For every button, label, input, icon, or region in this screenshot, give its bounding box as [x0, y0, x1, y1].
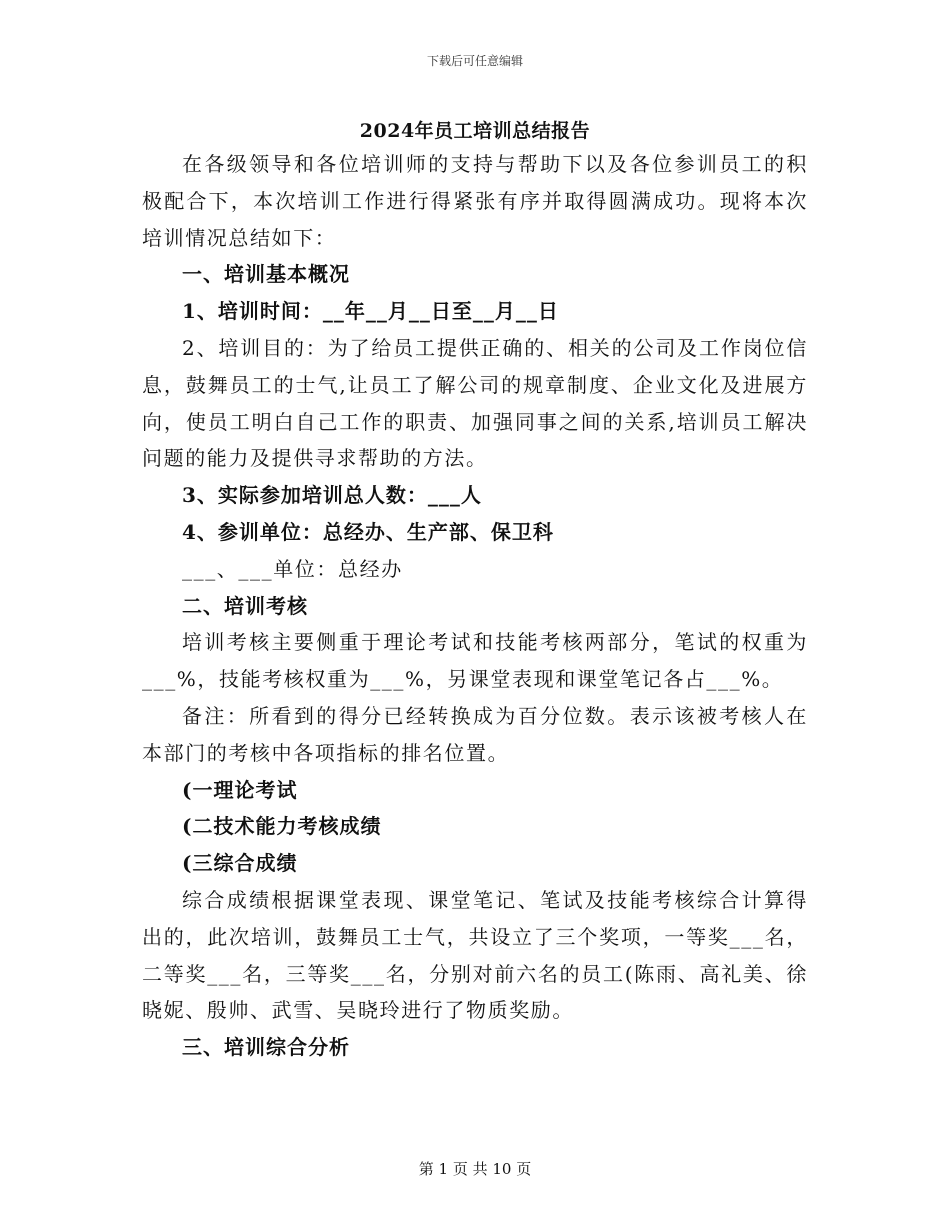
section-heading-overview: 一、培训基本概况: [182, 262, 350, 287]
item-participating-units: 4、参训单位：总经办、生产部、保卫科: [182, 519, 554, 544]
section-heading-assessment: 二、培训考核: [182, 593, 308, 618]
document-body: [142, 146, 808, 1066]
item-training-purpose: 2、培训目的：为了给员工提供正确的、相关的公司及工作岗位信息，鼓舞员工的士气,让员工了解公司的规章制度、企业文化及进展方向，使员工明白自己工作的职责、加强同事之间的关系,培训员工解决问题的能力及提供寻求帮助的方法。: [142, 335, 808, 471]
page-number: 第 1 页 共 10 页: [418, 1160, 532, 1178]
item-training-time: 1、培训时间：__年__月__日至__月__日: [182, 299, 559, 324]
subheading-overall-score: (三综合成绩: [182, 851, 298, 876]
item-units-detail: ___、___单位：总经办: [182, 556, 403, 581]
document-title: 2024年员工培训总结报告: [359, 120, 591, 142]
section-heading-analysis: 三、培训综合分析: [182, 1035, 350, 1060]
subheading-skill-score: (二技术能力考核成绩: [182, 814, 382, 839]
paragraph-remark: 备注：所看到的得分已经转换成为百分位数。表示该被考核人在本部门的考核中各项指标的排名位置。: [142, 703, 808, 765]
paragraph-assessment: 培训考核主要侧重于理论考试和技能考核两部分，笔试的权重为___%，技能考核权重为___%，另课堂表现和课堂笔记各占___%。: [142, 630, 808, 692]
item-total-participants: 3、实际参加培训总人数：___人: [182, 483, 482, 508]
paragraph-overall-score: 综合成绩根据课堂表现、课堂笔记、笔试及技能考核综合计算得出的，此次培训，鼓舞员工士气，共设立了三个奖项，一等奖___名，二等奖___名，三等奖___名，分别对前六名的员工(陈雨、高礼美、徐晓妮、殷帅、武雪、吴晓玲进行了物质奖励。: [142, 887, 808, 1023]
paragraph-intro: 在各级领导和各位培训师的支持与帮助下以及各位参训员工的积极配合下，本次培训工作进行得紧张有序并取得圆满成功。现将本次培训情况总结如下：: [142, 152, 808, 250]
page-header-note: 下载后可任意编辑: [426, 54, 523, 68]
subheading-theory-exam: (一理论考试: [182, 777, 298, 802]
